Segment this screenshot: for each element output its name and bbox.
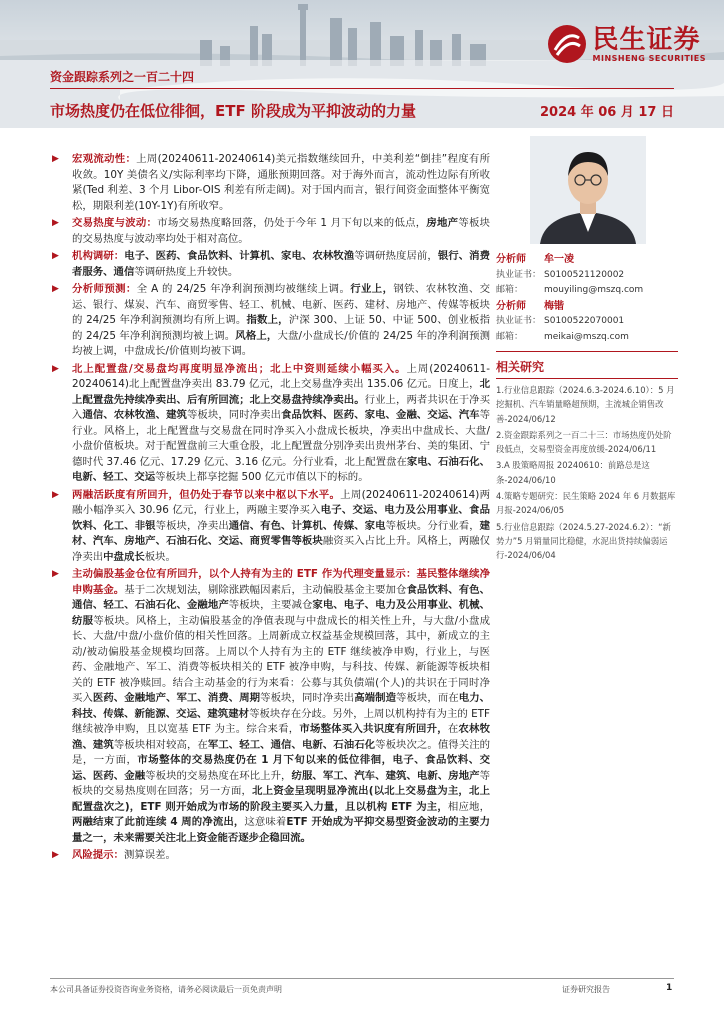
text-bold: 食品饮料、有色、通信、轻工、石油石化、金融地产 <box>72 583 491 611</box>
text-bold: 高端制造 <box>354 692 397 704</box>
text: 行业上，两者共识在于净买入 <box>72 393 490 421</box>
text-bold: 农林牧渔、建筑 <box>72 723 491 751</box>
text: 这意味着 <box>244 816 287 828</box>
text: 等板块的交易热度与波动率均处于相对高位。 <box>72 217 491 245</box>
minsheng-logo <box>547 24 707 64</box>
text-bold: 两融结束了此前连续 4 周的净流出， <box>72 816 245 828</box>
text: 等板块，而在 <box>396 692 459 704</box>
cert-label: 执业证书： <box>496 269 542 280</box>
summary-margin-trading <box>50 488 490 566</box>
summary-active-funds <box>50 567 490 846</box>
report-title: 市场热度仍在低位徘徊，ETF 阶段成为平抑波动的力量 <box>50 102 416 120</box>
logo-mark-icon <box>547 24 587 64</box>
text: 测算误差。 <box>123 849 176 861</box>
text: 板块。 <box>144 550 176 563</box>
text-bold: 电力、科技、传媒、新能源、交运、建筑建材 <box>72 692 491 720</box>
text: 大盘/小盘成长/价值的 24/25 年的净利润预测均被上调，中盘成长/价值则均被下调。 <box>72 329 490 357</box>
text: 等板块存在分歧。另外，上周以机构持有为主的 ETF 继续被净申购，且以宽基 ETF 为主。综合来看， <box>72 707 490 735</box>
text: 等板块。分行业看， <box>385 519 480 532</box>
analyst-role: 分析师 <box>496 254 526 265</box>
text-bold: 风格上， <box>235 329 278 342</box>
heading-institution-survey: 机构调研： <box>72 250 125 262</box>
sidebar <box>496 136 678 565</box>
text: 等板块。风格上，主动偏股基金的净值表现与中盘成长的相关性上升，与大盘/小盘成长、大盘/中盘/小盘价值的相关性回落。 <box>72 614 491 642</box>
summary-macro-liquidity <box>50 152 490 214</box>
heading-risk-warning: 风险提示： <box>72 849 124 861</box>
triangle-bullet-icon: ▶ <box>52 363 59 374</box>
heading-margin-trading: 两融活跃度有所回升，但仍处于春节以来中枢以下水平。 <box>72 488 341 501</box>
text-bold: 家电、电子、电力及公用事业、机械、纺服 <box>72 599 491 627</box>
heading-analyst-forecast: 分析师预测： <box>72 283 137 295</box>
text-bold: 北上资金呈现明显净流出(以北上交易盘为主，北上配置盘次之)，ETF 则开始成为市场的阶段主要买入力量，且以机构 ETF 为主， <box>72 785 491 813</box>
text-bold: 电子、交运、电力及公用事业、食品饮料、化工、非银 <box>72 504 490 532</box>
analyst-email[interactable]: meikai@mszq.com <box>544 331 629 342</box>
analyst-name: 梅锴 <box>544 300 564 312</box>
triangle-bullet-icon: ▶ <box>52 251 59 261</box>
text: 等板块，同时净卖出 <box>260 692 355 704</box>
header-divider <box>50 88 674 89</box>
related-research-item[interactable]: 1.行业信息跟踪（2024.6.3-2024.6.10）：5 月挖掘机、汽车销量略超预期，主流城企销售改善-2024/06/12 <box>496 385 675 424</box>
text: 上周(20240611-20240614)两融小幅净买入 30.96 亿元，行业上，两融主要净买入 <box>72 488 490 516</box>
summary-institution-survey <box>50 249 490 280</box>
text: 等板块的交易热度则在回落；另一方面， <box>72 769 491 797</box>
related-research-item[interactable]: 2.资金跟踪系列之一百二十三：市场热度仍处阶段低点，交易型资金再度放缓-2024/06/11 <box>496 429 672 455</box>
analyst-photo <box>530 136 646 244</box>
report-summary <box>50 152 490 866</box>
summary-northbound-flow <box>50 362 490 486</box>
logo-chinese-name: 民生证券 <box>592 24 701 55</box>
email-label: 邮箱： <box>496 285 524 295</box>
text-bold: 医药、金融地产、军工、消费、周期 <box>92 692 261 704</box>
text-bold: 市场整体的交易热度仍在 1 月下旬以来的低位徘徊，电子、食品饮料、交运、医药、金融 <box>72 754 490 782</box>
text-bold: 军工、轻工、通信、电新、石油石化 <box>207 738 376 751</box>
text: 等调研热度上升较快。 <box>134 265 239 278</box>
text: 基于二次规划法，剔除涨跌幅因素后，主动偏股基金主要加仓 <box>124 583 407 596</box>
text-bold: 电子、医药、食品饮料、计算机、家电、农林牧渔 <box>124 250 355 262</box>
text: 等行业。风格上，北上配置盘与交易盘在同时净买入小盘成长板块，净卖出中盘成长、大盘/小盘价值板块。对于配置盘前三大重仓股，北上配置盘分别净卖出贵州茅台、美的集团、宁德时代 37.46 亿元、17.29 亿元、3.16 亿元。分行业看，北上配置盘在 <box>72 409 491 468</box>
related-research-item[interactable]: 4.策略专题研究：民生策略 2024 年 6 月数据库月报-2024/06/05 <box>496 491 676 516</box>
text: 全 A 的 24/25 年净利润预测均被继续上调。 <box>136 283 351 295</box>
cert-label: 执业证书： <box>496 316 542 326</box>
heading-trading-heat: 交易热度与波动： <box>72 217 158 229</box>
text: 上周新成立权益基金规模回落，其中，新成立的主动/被动偏股基金规模均回落。上周以个人持有为主的 ETF 继续被净申购，行业上，与医药、金融地产、军工、消费等板块相关的 ETF 被净申购，与科技、传媒、新能源等板块相关的 ETF 被净赎回。结合主动基金的行为来看：公募与其负债端(个人)的共识在于同时净买入 <box>72 630 491 704</box>
analyst-name: 牟一凌 <box>544 254 574 265</box>
triangle-bullet-icon: ▶ <box>52 284 59 294</box>
related-research-item[interactable]: 3.A 股策略周报 20240610：前路总是这条-2024/06/10 <box>496 460 650 485</box>
page-number: 1 <box>666 983 673 993</box>
text-bold: 市场整体买入共识度有所回升， <box>299 723 448 735</box>
analyst-info <box>496 252 678 345</box>
triangle-bullet-icon: ▶ <box>52 218 59 228</box>
report-date: 2024 年 06 月 17 日 <box>540 105 674 120</box>
triangle-bullet-icon: ▶ <box>52 489 59 500</box>
email-label: 邮箱： <box>496 331 524 342</box>
triangle-bullet-icon: ▶ <box>52 154 59 164</box>
text: 等板块次之。值得关注的是，一方面， <box>72 738 491 766</box>
text-bold: ETF 开始成为平抑交易型资金波动的主要力量之一，未来需要关注北上资金能否逐步企稳回流。 <box>72 816 491 844</box>
footer-divider <box>50 978 674 979</box>
triangle-bullet-icon: ▶ <box>52 850 59 860</box>
text: 沪深 300、上证 50、中证 500、创业板指的 24/25 年净利润预测均被上调。 <box>72 314 490 342</box>
analyst-email[interactable]: mouyiling@mszq.com <box>544 285 644 295</box>
summary-trading-heat <box>50 216 490 247</box>
report-series: 资金跟踪系列之一百二十四 <box>50 70 195 84</box>
text-bold: 通信、有色、计算机、传媒、家电 <box>228 519 386 532</box>
triangle-bullet-icon: ▶ <box>52 569 59 579</box>
related-research-item[interactable]: 5.行业信息跟踪（2024.5.27-2024.6.2）：“新势力”5 月销量同比稳健，水泥出货持续偏弱运行-2024/06/04 <box>496 521 671 561</box>
cert-number: S0100521120002 <box>544 269 625 280</box>
text-bold: 食品饮料、医药、家电、金融、交运、汽车 <box>281 409 480 421</box>
text: 相应地， <box>447 800 490 813</box>
summary-analyst-forecast <box>50 282 490 360</box>
text-bold: 行业上， <box>350 283 394 295</box>
text: 等调研热度居前， <box>354 250 438 262</box>
text: 等板块，净卖出 <box>155 519 229 532</box>
related-research-list <box>496 383 678 563</box>
related-research-title: 相关研究 <box>496 358 678 379</box>
text: 等板块上都享挖掘 500 亿元市值以下的标的。 <box>155 471 369 483</box>
analyst-role: 分析师 <box>496 300 526 312</box>
heading-northbound-flow: 北上配置盘/交易盘均再度明显净流出；北上中资则延续小幅买入。 <box>72 362 407 375</box>
text-bold: 通信、农林牧渔、建筑 <box>82 409 187 421</box>
footer-report-label: 证券研究报告 <box>562 985 610 994</box>
sidebar-divider <box>496 351 678 352</box>
text-bold: 北上配置盘先持续净卖出、后有所回流；北上交易盘持续净卖出。 <box>72 378 490 406</box>
heading-macro-liquidity: 宏观流动性： <box>72 153 137 165</box>
text-bold: 建材、汽车、房地产、石油石化、交运、商贸零售等板块 <box>72 519 491 547</box>
text-bold: 中盘成长 <box>103 550 145 563</box>
text: 市场交易热度略回落，仍处于今年 1 月下旬以来的低点， <box>157 217 427 229</box>
text: 上周(20240611-20240614)北上配置盘净卖出 83.79 亿元，北上交易盘净卖出 135.06 亿元。日度上， <box>72 362 490 390</box>
text-bold: 房地产 <box>426 217 459 229</box>
text: 等板块，同时净卖出 <box>186 409 282 421</box>
text-bold: 银行、消费者服务、通信 <box>72 250 491 278</box>
header-banner <box>0 0 724 128</box>
text: 上周(20240611-20240614)美元指数继续回升，中美利差“倒挂”程度有所收敛。10Y 美债名义/实际利率均下降，通胀预期回落。对于海外而言，流动性边际有所收紧(Ted 利差、3 个月 Libor-OIS 利差有所走阔)。对于国内而言，银行间资金面整体平衡宽松，期限利差(10Y-1Y)有所收窄。 <box>72 153 490 212</box>
heading-active-funds: 主动偏股基金仓位有所回升，以个人持有为主的 ETF 作为代理变量显示：基民整体继续净申购基金。 <box>72 568 490 596</box>
text: 钢铁、农林牧渔、交运、银行、煤炭、汽车、商贸零售、轻工、机械、电新、医药、建材、房地产、传媒等板块的 24/25 年净利润预测均有所上调。 <box>72 283 490 326</box>
person-portrait-icon <box>530 136 646 244</box>
text-bold: 家电、石油石化、电新、轻工、交运 <box>72 455 490 483</box>
cert-number: S0100522070001 <box>544 316 625 326</box>
logo-english-name: MINSHENG SECURITIES <box>592 53 706 63</box>
footer-disclaimer: 本公司具备证券投资咨询业务资格，请务必阅读最后一页免责声明 <box>50 985 282 994</box>
text: 等板块，主要减仓 <box>228 599 313 611</box>
text: 等板块的交易热度在环比上升， <box>145 769 292 782</box>
summary-risk-warning <box>50 848 490 864</box>
text: 在 <box>447 723 459 735</box>
text-bold: 纺服、军工、汽车、建筑、电新、房地产 <box>291 769 480 782</box>
text: 等板块相对较高，在 <box>113 738 208 751</box>
text-bold: 指数上， <box>246 314 289 326</box>
text: 融资买入占比上升。风格上，两融仅净卖出 <box>72 535 491 563</box>
